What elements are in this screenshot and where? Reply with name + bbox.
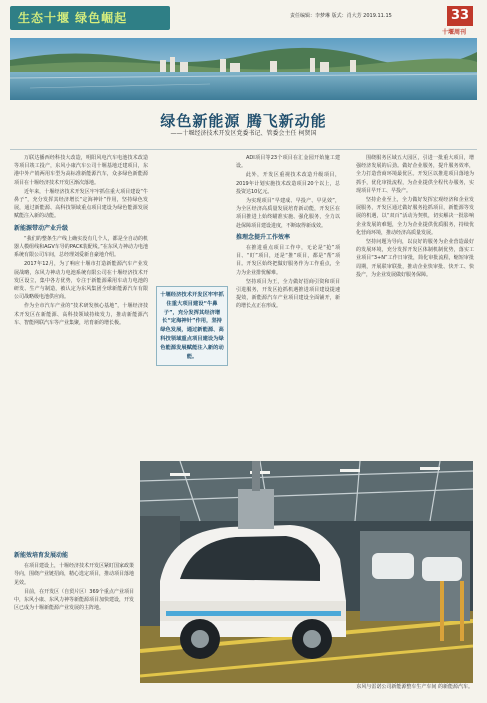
paragraph: 在推进重点项目工作中，无论是“抢”项目、“盯”项目，还是“推”项目，都是“帮”项目。开发区始终把做好服务作为工作重点，全力为企业排忧解难。 [236, 245, 340, 276]
hero-cityscape-photo [10, 38, 477, 100]
article-column-1-continued [14, 548, 134, 696]
section-heading: 新能效培育发展动能 [14, 552, 69, 559]
paragraph: 在项目建设上，十堰经济技术开发区紧盯国家政策导向，围绕产业链招商，精心选定项目，推动项目落地见效。 [14, 563, 134, 586]
section-heading: 推理念提升工作效率 [236, 233, 291, 241]
section-heading: 新能源带动产业升级 [14, 224, 69, 232]
paragraph: 坚持企业至上，全力做好发挥宏观经济和企业发展服务，开发区通过做好服务抢抓项目，新能源等发展的机遇，以“双百”活动为契机，切实解决一批影响企业发展的难题，全力为企业提供优质服务，持续优化营商环境，推动经济高质量发展。 [356, 197, 474, 236]
paragraph: 围绕服务区域五大园区，引进一批重大项目，增强经济发展的后劲。做好企业服务，提升服务效率，全力打造营商环境最优区。开发区以推进项目落地为抓手，优化审批流程，为企业提供全程代办服务，实现项目早开工、早投产。 [356, 155, 474, 194]
paper-name: 十堰周刊 [442, 29, 467, 36]
article-title: 绿色新能源 腾飞新动能 [160, 112, 327, 130]
paragraph: 2017年12月，为了响应十堰市打造新能源汽车产业发展战略，东风力神动力电池系统有限公司在十堰经济技术开发区设立，集中各方优势，专注于新能源乘用车动力电池的研发、生产与制造，被认定为东风集团全球新能源汽车有限公司战略级电池供应商。 [14, 261, 148, 301]
paragraph: 作为全市汽车产业的“技术研发核心基地”，十堰经济技术开发区在新能源、高科技领域持续发力，推动新能源汽车、智能网联汽车等产业集聚，培育新的增长极。 [14, 303, 148, 326]
paragraph: ADI项目等23个项目在汇金园开始施工建设。 [236, 155, 340, 170]
paragraph: 为实现项目“早建成、早投产、早见效”，为全区经济高质量发展培育新动能，开发区在项目推进上始终瞄准实施、强化服务，全力以赴保障项目建设进度，不断取得新成效。 [236, 198, 340, 229]
photo-caption: 东风与雷诺公司新能源整车生产车间 的新能源汽车。 [356, 684, 473, 690]
paragraph: “我们的整条生产线上确实没有几个人，都是全自动的机器人模组线和AGV车导的PACK装配线。”在东风力神动力电池系统有限公司车间，总经理刘爱新自豪地介绍。 [14, 235, 148, 259]
article-column-3 [356, 154, 474, 454]
paragraph: 目前，在开发区（自贸片区）369个重点产业项目中，东风小康、东风力神等新能源项目加快建设，开发区已成为十堰新能源产业发展的主阵地。 [14, 588, 134, 612]
editor-credits: 责任编辑：李梦琳 版式：肖大芳 2019.11.15 [290, 13, 392, 19]
ev-production-line-photo [140, 461, 473, 683]
paragraph: 此外，开发区重视技术改造升级项目，2019年计划实施技术改造项目20个以上，总投资达10亿元。 [236, 172, 340, 195]
paragraph: 万联达播西经科技大改造，明阳风电汽车电池技术改造等项目竣工投产，东风小康汽车公司十堰基地迁建项目，东港中外产销两用车型为高标准新能源汽车，众多绿色新能源项目在十堰经济技术开发区渐次落地。 [14, 155, 148, 186]
article-column-1 [14, 154, 148, 444]
paragraph: 近年来，十堰经济技术开发区牢牢抓住重大项目建设“牛鼻子”，充分发挥其经济增长“定海神针”作用，坚持绿色发展，通过新能源、高科技领域重点项目建设为绿色能源发展赋能注入新的动能。 [14, 188, 148, 220]
pull-quote: 十堰经济技术开发区牢牢抓住重大项目建设“牛鼻子”，充分发挥其经济增长“定海神针”作用，坚持绿色发展，通过新能源、高科技领域重点项目建设为绿色能源发展赋能注入新的动能。 [156, 286, 228, 366]
paragraph: 坚持问题为导向，以良好的服务为企业营造最好的发展环境，充分发挥开发区体制机制优势，落实工业项目“3+N”工作日审批，简化审批流程，缩短审批周期，开展联审联批，推动企业快审批、快开工、快投产，为企业发展做好服务保障。 [356, 239, 474, 278]
article-column-2 [236, 154, 340, 454]
title-divider [10, 149, 477, 150]
section-banner-text: 生态十堰 绿色崛起 [18, 11, 128, 25]
article-byline: ——十堰经济技术开发区党委书记、管委会主任 柯贤国 [170, 130, 317, 137]
page-header [0, 0, 487, 40]
page-number: 33 [447, 6, 473, 26]
paragraph: 坚持项目为王，全力做好招商引资和项目引进服务，开发区抢抓机遇推进项目建设提速提效，新能源汽车产业项目建设全面铺开，新的增长点正在形成。 [236, 278, 340, 310]
